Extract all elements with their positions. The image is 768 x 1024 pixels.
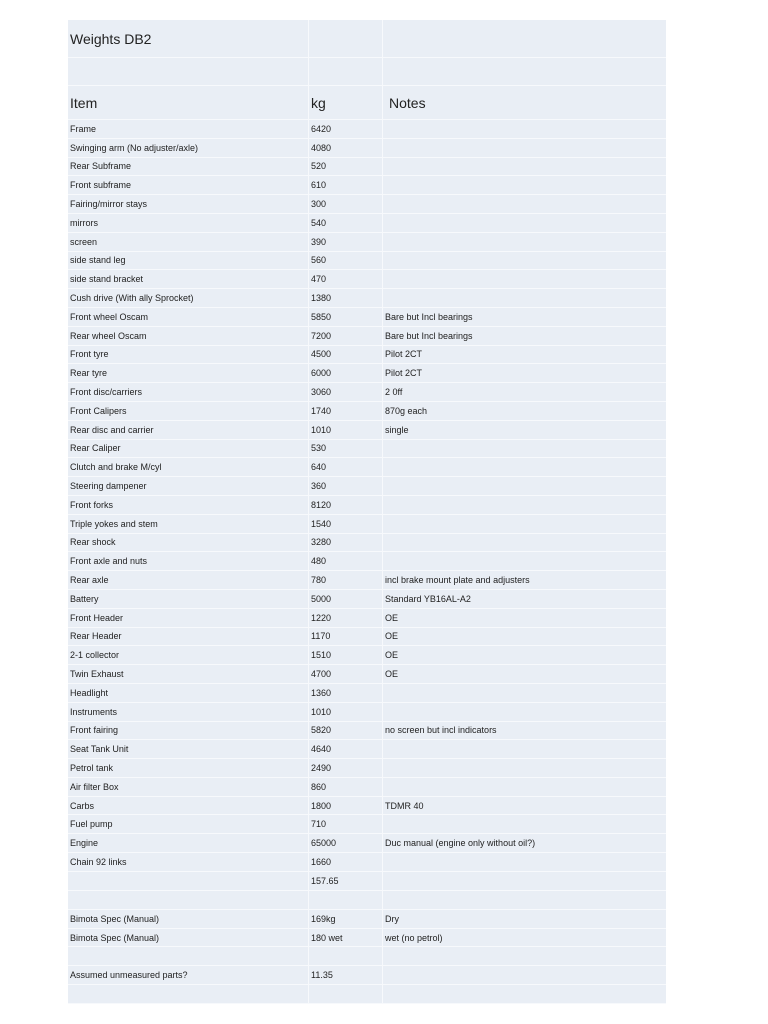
table-row xyxy=(68,252,666,271)
item-cell: Headlight xyxy=(70,687,109,698)
item-cell: Air filter Box xyxy=(70,781,119,792)
item-cell: Front Header xyxy=(70,612,124,623)
kg-cell: 180 wet xyxy=(308,929,382,947)
kg-cell: 640 xyxy=(308,458,382,476)
item-cell: Instruments xyxy=(70,706,118,717)
kg-cell: 6000 xyxy=(308,364,382,382)
table-row xyxy=(68,383,666,402)
table-row xyxy=(68,609,666,628)
item-cell: Rear Header xyxy=(70,631,122,642)
kg-cell: 710 xyxy=(308,815,382,833)
table-row xyxy=(68,440,666,459)
assumed-label: Assumed unmeasured parts? xyxy=(70,970,188,981)
empty-cell xyxy=(68,947,308,965)
empty-cell xyxy=(68,58,308,85)
table-row xyxy=(68,195,666,214)
notes-cell xyxy=(382,233,666,251)
table-row xyxy=(68,684,666,703)
empty-cell xyxy=(68,872,308,890)
notes-cell: Bare but Incl bearings xyxy=(382,308,666,326)
table-row xyxy=(68,646,666,665)
kg-cell: 4500 xyxy=(308,346,382,364)
notes-cell: no screen but incl indicators xyxy=(382,722,666,740)
item-cell: Twin Exhaust xyxy=(70,669,124,679)
empty-cell xyxy=(308,947,382,965)
notes-cell: single xyxy=(382,421,666,439)
item-cell: Triple yokes and stem xyxy=(70,518,158,529)
table-row xyxy=(68,270,666,289)
notes-cell xyxy=(382,853,666,871)
notes-cell xyxy=(382,740,666,758)
blank-row xyxy=(68,985,666,1004)
item-cell: Engine xyxy=(70,838,99,849)
kg-cell: 4080 xyxy=(308,139,382,157)
notes-cell: incl brake mount plate and adjusters xyxy=(382,571,666,589)
item-cell: Fuel pump xyxy=(70,819,113,830)
table-row xyxy=(68,797,666,816)
spacer-row xyxy=(68,58,666,86)
notes-cell xyxy=(382,759,666,777)
table-row xyxy=(68,552,666,571)
kg-cell: 520 xyxy=(308,158,382,176)
notes-cell xyxy=(382,458,666,476)
notes-cell: 870g each xyxy=(382,402,666,420)
table-row xyxy=(68,308,666,327)
item-cell: Chain 92 links xyxy=(70,856,127,867)
table-row xyxy=(68,458,666,477)
table-row xyxy=(68,910,666,929)
item-cell: side stand leg xyxy=(70,255,126,266)
kg-cell: 540 xyxy=(308,214,382,232)
empty-cell xyxy=(382,872,666,890)
notes-cell xyxy=(382,252,666,270)
notes-cell xyxy=(382,289,666,307)
spreadsheet xyxy=(68,20,666,1004)
item-cell: Petrol tank xyxy=(70,762,114,773)
kg-cell: 1510 xyxy=(308,646,382,664)
data-rows xyxy=(68,120,666,872)
notes-cell: OE xyxy=(382,646,666,664)
item-cell: Rear tyre xyxy=(70,368,108,379)
notes-cell: Duc manual (engine only without oil?) xyxy=(382,834,666,852)
item-cell: mirrors xyxy=(70,217,98,228)
notes-cell xyxy=(382,703,666,721)
notes-cell xyxy=(382,815,666,833)
item-cell: screen xyxy=(70,236,98,247)
notes-cell xyxy=(382,684,666,702)
item-cell: Rear axle xyxy=(70,575,109,586)
kg-cell: 1740 xyxy=(308,402,382,420)
item-cell: Rear shock xyxy=(70,537,116,548)
total-row xyxy=(68,872,666,891)
notes-cell xyxy=(382,158,666,176)
column-header-item: Item xyxy=(70,94,98,111)
item-cell: 2-1 collector xyxy=(70,650,120,661)
table-row xyxy=(68,571,666,590)
table-row xyxy=(68,834,666,853)
item-cell: Front wheel Oscam xyxy=(70,311,149,322)
kg-cell: 5850 xyxy=(308,308,382,326)
kg-cell: 530 xyxy=(308,440,382,458)
item-cell: Rear Caliper xyxy=(70,443,121,454)
item-cell: Seat Tank Unit xyxy=(70,744,129,755)
item-cell: Front fairing xyxy=(70,725,119,736)
kg-cell: 1540 xyxy=(308,515,382,533)
notes-cell xyxy=(382,552,666,570)
table-row xyxy=(68,515,666,534)
item-cell: Rear wheel Oscam xyxy=(70,330,147,341)
item-cell: Cush drive (With ally Sprocket) xyxy=(70,293,194,304)
notes-cell xyxy=(382,440,666,458)
empty-cell xyxy=(68,985,308,1003)
kg-cell: 300 xyxy=(308,195,382,213)
kg-cell: 1360 xyxy=(308,684,382,702)
kg-cell: 860 xyxy=(308,778,382,796)
notes-cell xyxy=(382,176,666,194)
notes-cell xyxy=(382,270,666,288)
total-value: 157.65 xyxy=(308,872,382,890)
table-row xyxy=(68,139,666,158)
notes-cell xyxy=(382,534,666,552)
kg-cell: 5000 xyxy=(308,590,382,608)
kg-cell: 4700 xyxy=(308,665,382,683)
notes-cell xyxy=(382,515,666,533)
empty-cell xyxy=(382,947,666,965)
notes-cell: 2 0ff xyxy=(382,383,666,401)
item-cell: Bimota Spec (Manual) xyxy=(70,932,160,943)
kg-cell: 780 xyxy=(308,571,382,589)
table-row xyxy=(68,176,666,195)
table-row xyxy=(68,534,666,553)
kg-cell: 2490 xyxy=(308,759,382,777)
kg-cell: 6420 xyxy=(308,120,382,138)
table-row xyxy=(68,364,666,383)
assumed-row xyxy=(68,966,666,985)
table-row xyxy=(68,477,666,496)
blank-row xyxy=(68,947,666,966)
notes-cell: Pilot 2CT xyxy=(382,346,666,364)
kg-cell: 5820 xyxy=(308,722,382,740)
kg-cell: 65000 xyxy=(308,834,382,852)
kg-cell: 1800 xyxy=(308,797,382,815)
kg-cell: 1380 xyxy=(308,289,382,307)
item-cell: side stand bracket xyxy=(70,274,144,285)
kg-cell: 8120 xyxy=(308,496,382,514)
notes-cell: Pilot 2CT xyxy=(382,364,666,382)
header-row xyxy=(68,86,666,120)
notes-cell xyxy=(382,214,666,232)
table-row xyxy=(68,665,666,684)
item-cell: Front tyre xyxy=(70,349,109,360)
blank-row xyxy=(68,891,666,910)
notes-cell xyxy=(382,496,666,514)
assumed-value: 11.35 xyxy=(308,966,382,984)
spec-rows xyxy=(68,910,666,948)
kg-cell: 3060 xyxy=(308,383,382,401)
empty-cell xyxy=(382,58,666,85)
notes-cell xyxy=(382,120,666,138)
table-row xyxy=(68,327,666,346)
table-row xyxy=(68,929,666,948)
item-cell: Front subframe xyxy=(70,180,132,191)
table-row xyxy=(68,722,666,741)
item-cell: Fairing/mirror stays xyxy=(70,199,148,210)
table-row xyxy=(68,740,666,759)
table-row xyxy=(68,289,666,308)
kg-cell: 4640 xyxy=(308,740,382,758)
notes-cell: Bare but Incl bearings xyxy=(382,327,666,345)
column-header-notes: Notes xyxy=(382,86,666,119)
sheet-title: Weights DB2 xyxy=(70,30,152,47)
empty-cell xyxy=(382,985,666,1003)
notes-cell xyxy=(382,195,666,213)
notes-cell xyxy=(382,477,666,495)
empty-cell xyxy=(308,58,382,85)
table-row xyxy=(68,590,666,609)
notes-cell: OE xyxy=(382,628,666,646)
notes-cell: Dry xyxy=(382,910,666,928)
table-row xyxy=(68,421,666,440)
kg-cell: 1660 xyxy=(308,853,382,871)
notes-cell xyxy=(382,139,666,157)
table-row xyxy=(68,703,666,722)
notes-cell: wet (no petrol) xyxy=(382,929,666,947)
item-cell: Front forks xyxy=(70,499,114,510)
kg-cell: 560 xyxy=(308,252,382,270)
kg-cell: 470 xyxy=(308,270,382,288)
item-cell: Front Calipers xyxy=(70,405,127,416)
kg-cell: 1010 xyxy=(308,421,382,439)
kg-cell: 390 xyxy=(308,233,382,251)
kg-cell: 360 xyxy=(308,477,382,495)
empty-cell xyxy=(382,966,666,984)
empty-cell xyxy=(68,891,308,909)
table-row xyxy=(68,778,666,797)
item-cell: Swinging arm (No adjuster/axle) xyxy=(70,142,199,153)
kg-cell: 480 xyxy=(308,552,382,570)
kg-cell: 169kg xyxy=(308,910,382,928)
item-cell: Steering dampener xyxy=(70,481,147,492)
notes-cell: Standard YB16AL-A2 xyxy=(382,590,666,608)
notes-cell xyxy=(382,778,666,796)
notes-cell: OE xyxy=(382,665,666,683)
table-row xyxy=(68,158,666,177)
notes-cell: TDMR 40 xyxy=(382,797,666,815)
empty-cell xyxy=(308,891,382,909)
table-row xyxy=(68,759,666,778)
table-row xyxy=(68,496,666,515)
table-row xyxy=(68,402,666,421)
title-row xyxy=(68,20,666,58)
table-row xyxy=(68,853,666,872)
table-row xyxy=(68,120,666,139)
empty-cell xyxy=(382,20,666,57)
item-cell: Front disc/carriers xyxy=(70,387,143,398)
table-row xyxy=(68,214,666,233)
item-cell: Bimota Spec (Manual) xyxy=(70,913,160,924)
item-cell: Battery xyxy=(70,593,99,604)
item-cell: Clutch and brake M/cyl xyxy=(70,462,162,473)
item-cell: Carbs xyxy=(70,800,95,811)
item-cell: Rear disc and carrier xyxy=(70,424,154,435)
empty-cell xyxy=(308,20,382,57)
table-row xyxy=(68,233,666,252)
table-row xyxy=(68,815,666,834)
item-cell: Front axle and nuts xyxy=(70,556,148,567)
item-cell: Rear Subframe xyxy=(70,161,132,172)
item-cell: Frame xyxy=(70,123,97,134)
column-header-kg: kg xyxy=(308,86,382,119)
kg-cell: 610 xyxy=(308,176,382,194)
kg-cell: 7200 xyxy=(308,327,382,345)
empty-cell xyxy=(308,985,382,1003)
kg-cell: 1170 xyxy=(308,628,382,646)
kg-cell: 1010 xyxy=(308,703,382,721)
notes-cell: OE xyxy=(382,609,666,627)
table-row xyxy=(68,346,666,365)
empty-cell xyxy=(382,891,666,909)
kg-cell: 1220 xyxy=(308,609,382,627)
kg-cell: 3280 xyxy=(308,534,382,552)
table-row xyxy=(68,628,666,647)
